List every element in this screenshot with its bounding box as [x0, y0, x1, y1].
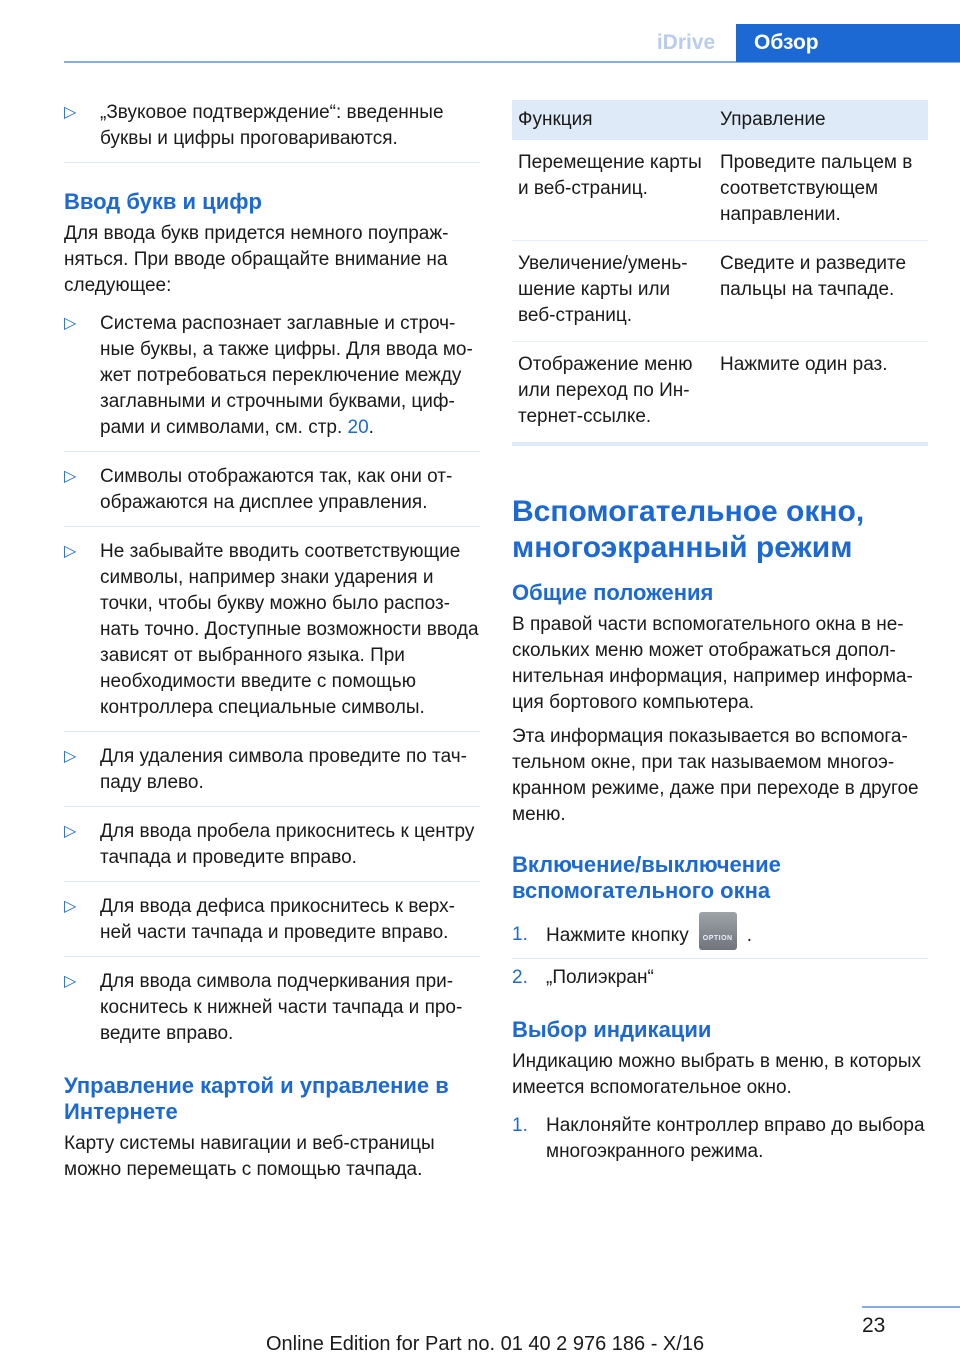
table-row [512, 241, 928, 342]
list-item [64, 464, 480, 527]
list-item: 1. Нажмите кнопку OPTION . [512, 922, 928, 959]
bullet-text: Символы отображаются так, как они отображаются на дисплее управления. [100, 466, 453, 513]
bullet-text: Для ввода символа подчеркивания прикоснитесь к нижней части тачпада и проведите вправо. [100, 971, 463, 1044]
step-number: 1. [512, 1115, 528, 1136]
step-text: „Полиэкран“ [546, 967, 654, 988]
table-row [512, 342, 928, 443]
list-item [64, 539, 480, 732]
table-cell-function: Отображение меню или переход по Интернет-ссылке. [518, 354, 693, 427]
section-heading-general: Общие положения [512, 580, 714, 605]
paragraph: Эта информация показывается во вспомогательном окне, при так называемом многоэкранном режиме, даже при переходе в другое меню. [512, 726, 919, 825]
chapter-heading: Вспомогательное окно, многоэкранный режим [512, 495, 865, 564]
step-number: 2. [512, 967, 528, 988]
list-item [512, 1113, 928, 1165]
section-heading-map: Управление картой и управление в Интернете [64, 1073, 449, 1124]
triangle-bullet-icon: ▷ [64, 973, 77, 990]
bullet-text: Система распознает заглавные и строчные буквы, а также цифры. Для ввода может потребоваться переключение между заглавными и строчными буквами, цифрами и символами, см. стр. [100, 313, 473, 438]
header-section-label: iDrive [656, 31, 716, 54]
list-item [512, 965, 928, 991]
table-cell-function: Перемещение карты и веб-страниц. [512, 140, 714, 241]
step-text: Наклоняйте контроллер вправо до выбора многоэкранного режима. [546, 1115, 925, 1162]
function-table [512, 100, 928, 442]
paragraph: В правой части вспомогательного окна в нескольких меню может отображаться дополнительная информация, например информация бортового компьютера. [512, 614, 913, 713]
triangle-bullet-icon: ▷ [64, 748, 77, 765]
table-header-function: Функция [512, 100, 714, 140]
step-number: 1. [512, 924, 528, 945]
list-item [64, 100, 480, 163]
bullet-text: „Звуковое подтверждение“: введенные буквы и цифры проговариваются. [100, 102, 444, 149]
table-cell-control: Сведите и разведите пальцы на тачпаде. [714, 241, 928, 342]
section-heading-input: Ввод букв и цифр [64, 189, 262, 214]
paragraph: Индикацию можно выбрать в меню, в которых имеется вспомогательное окно. [512, 1051, 921, 1098]
table-header-control: Управление [714, 100, 928, 140]
table-cell-function: Увеличение/уменьшение карты или веб-страниц. [512, 241, 714, 342]
table-cell-control: Проведите пальцем в соответствующем направлении. [714, 140, 928, 241]
page-ref-link[interactable]: 20 [347, 417, 369, 438]
left-column [64, 100, 480, 1183]
edition-footer: Online Edition for Part no. 01 40 2 976 186 - X/16 [266, 1333, 705, 1355]
bullet-text: Для удаления символа проведите по тачпаду влево. [100, 746, 467, 793]
page-number-rule [862, 1306, 960, 1308]
option-button-icon [699, 912, 737, 950]
paragraph: Для ввода букв придется немного поупражняться. При вводе обращайте внимание на следующее: [64, 223, 449, 296]
section-heading-select: Выбор индикации [512, 1017, 712, 1042]
list-item [64, 969, 480, 1047]
table-row [512, 140, 928, 241]
right-column [512, 100, 928, 1165]
list-item [64, 744, 480, 807]
table-bottom-rule [512, 442, 928, 446]
bullet-text: Не забывайте вводить соответствующие символы, например знаки ударения и точки, чтобы букву можно было распознать точно. Доступные возможности ввода зависят от выбранного языка. При необходимости введите с помощью контроллера специальные символы. [100, 541, 479, 718]
step-text: Нажмите кнопку [546, 925, 689, 947]
paragraph: Карту системы навигации и веб-страницы можно перемещать с помощью тачпада. [64, 1133, 435, 1180]
option-button-label: OPTION [702, 935, 733, 942]
bullet-text: Для ввода дефиса прикоснитесь к верхней части тачпада и проведите вправо. [100, 896, 455, 943]
section-heading-toggle: Включение/выключение вспомогательного окна [512, 852, 781, 903]
list-item [64, 894, 480, 957]
list-item: ▷ Система распознает заглавные и строчные буквы, а также цифры. Для ввода может потребоваться переключение между заглавными и строчными буквами, цифрами и символами, см. стр. 20. [64, 311, 480, 452]
triangle-bullet-icon: ▷ [64, 315, 77, 332]
triangle-bullet-icon: ▷ [64, 898, 77, 915]
triangle-bullet-icon: ▷ [64, 104, 77, 121]
list-item [64, 819, 480, 882]
table-header-row [512, 100, 928, 140]
bullet-text: Для ввода пробела прикоснитесь к центру тачпада и проведите вправо. [100, 821, 475, 868]
triangle-bullet-icon: ▷ [64, 468, 77, 485]
triangle-bullet-icon: ▷ [64, 823, 77, 840]
page-number: 23 [862, 1314, 886, 1337]
header-chapter-tab: Обзор [736, 24, 960, 62]
table-cell-control: Нажмите один раз. [720, 354, 888, 375]
triangle-bullet-icon: ▷ [64, 543, 77, 560]
